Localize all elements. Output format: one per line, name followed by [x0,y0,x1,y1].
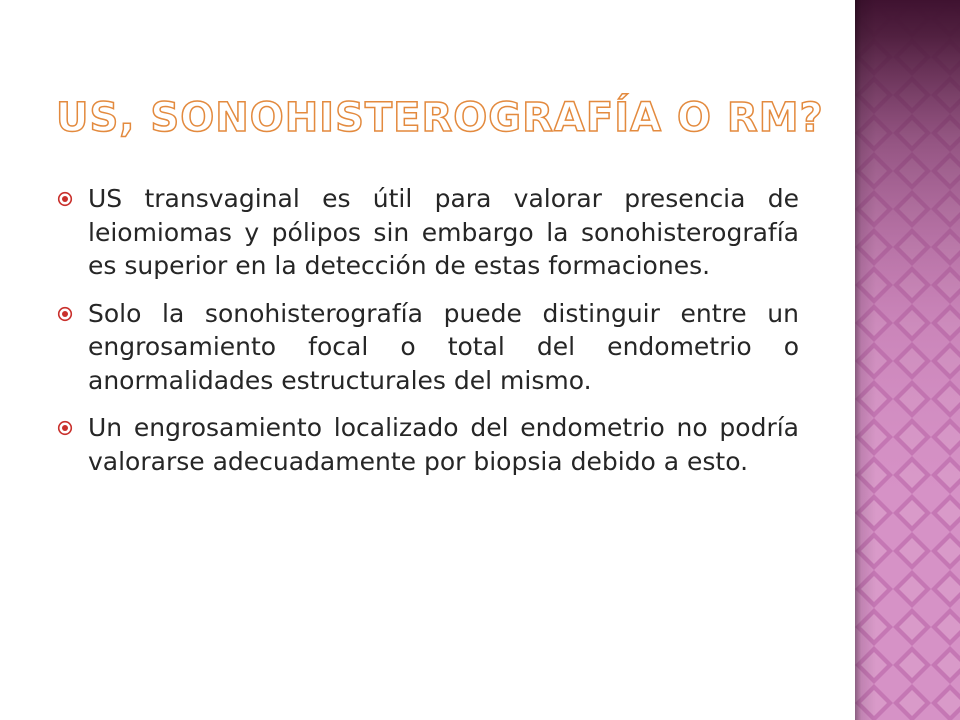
target-bullet-icon [57,420,73,436]
list-item [57,297,799,398]
target-bullet-icon [57,306,73,322]
list-item [57,411,799,478]
bullet-text: Solo la sonohisterografía puede distinguir entre un engrosamiento focal o total del endometrio o anormalidades estructurales del mismo. [88,298,799,395]
target-bullet-icon [57,191,73,207]
bullet-list [57,182,799,492]
list-item [57,182,799,283]
slide-title: US, SONOHISTEROGRAFÍA O RM? [56,95,824,141]
bullet-text: US transvaginal es útil para valorar presencia de leiomiomas y pólipos sin embargo la sonohisterografía es superior en la detección de estas formaciones. [88,184,799,280]
bullet-text: Un engrosamiento localizado del endometrio no podría valorarse adecuadamente por biopsia debido a esto. [88,413,799,476]
decorative-side-band [855,0,960,720]
